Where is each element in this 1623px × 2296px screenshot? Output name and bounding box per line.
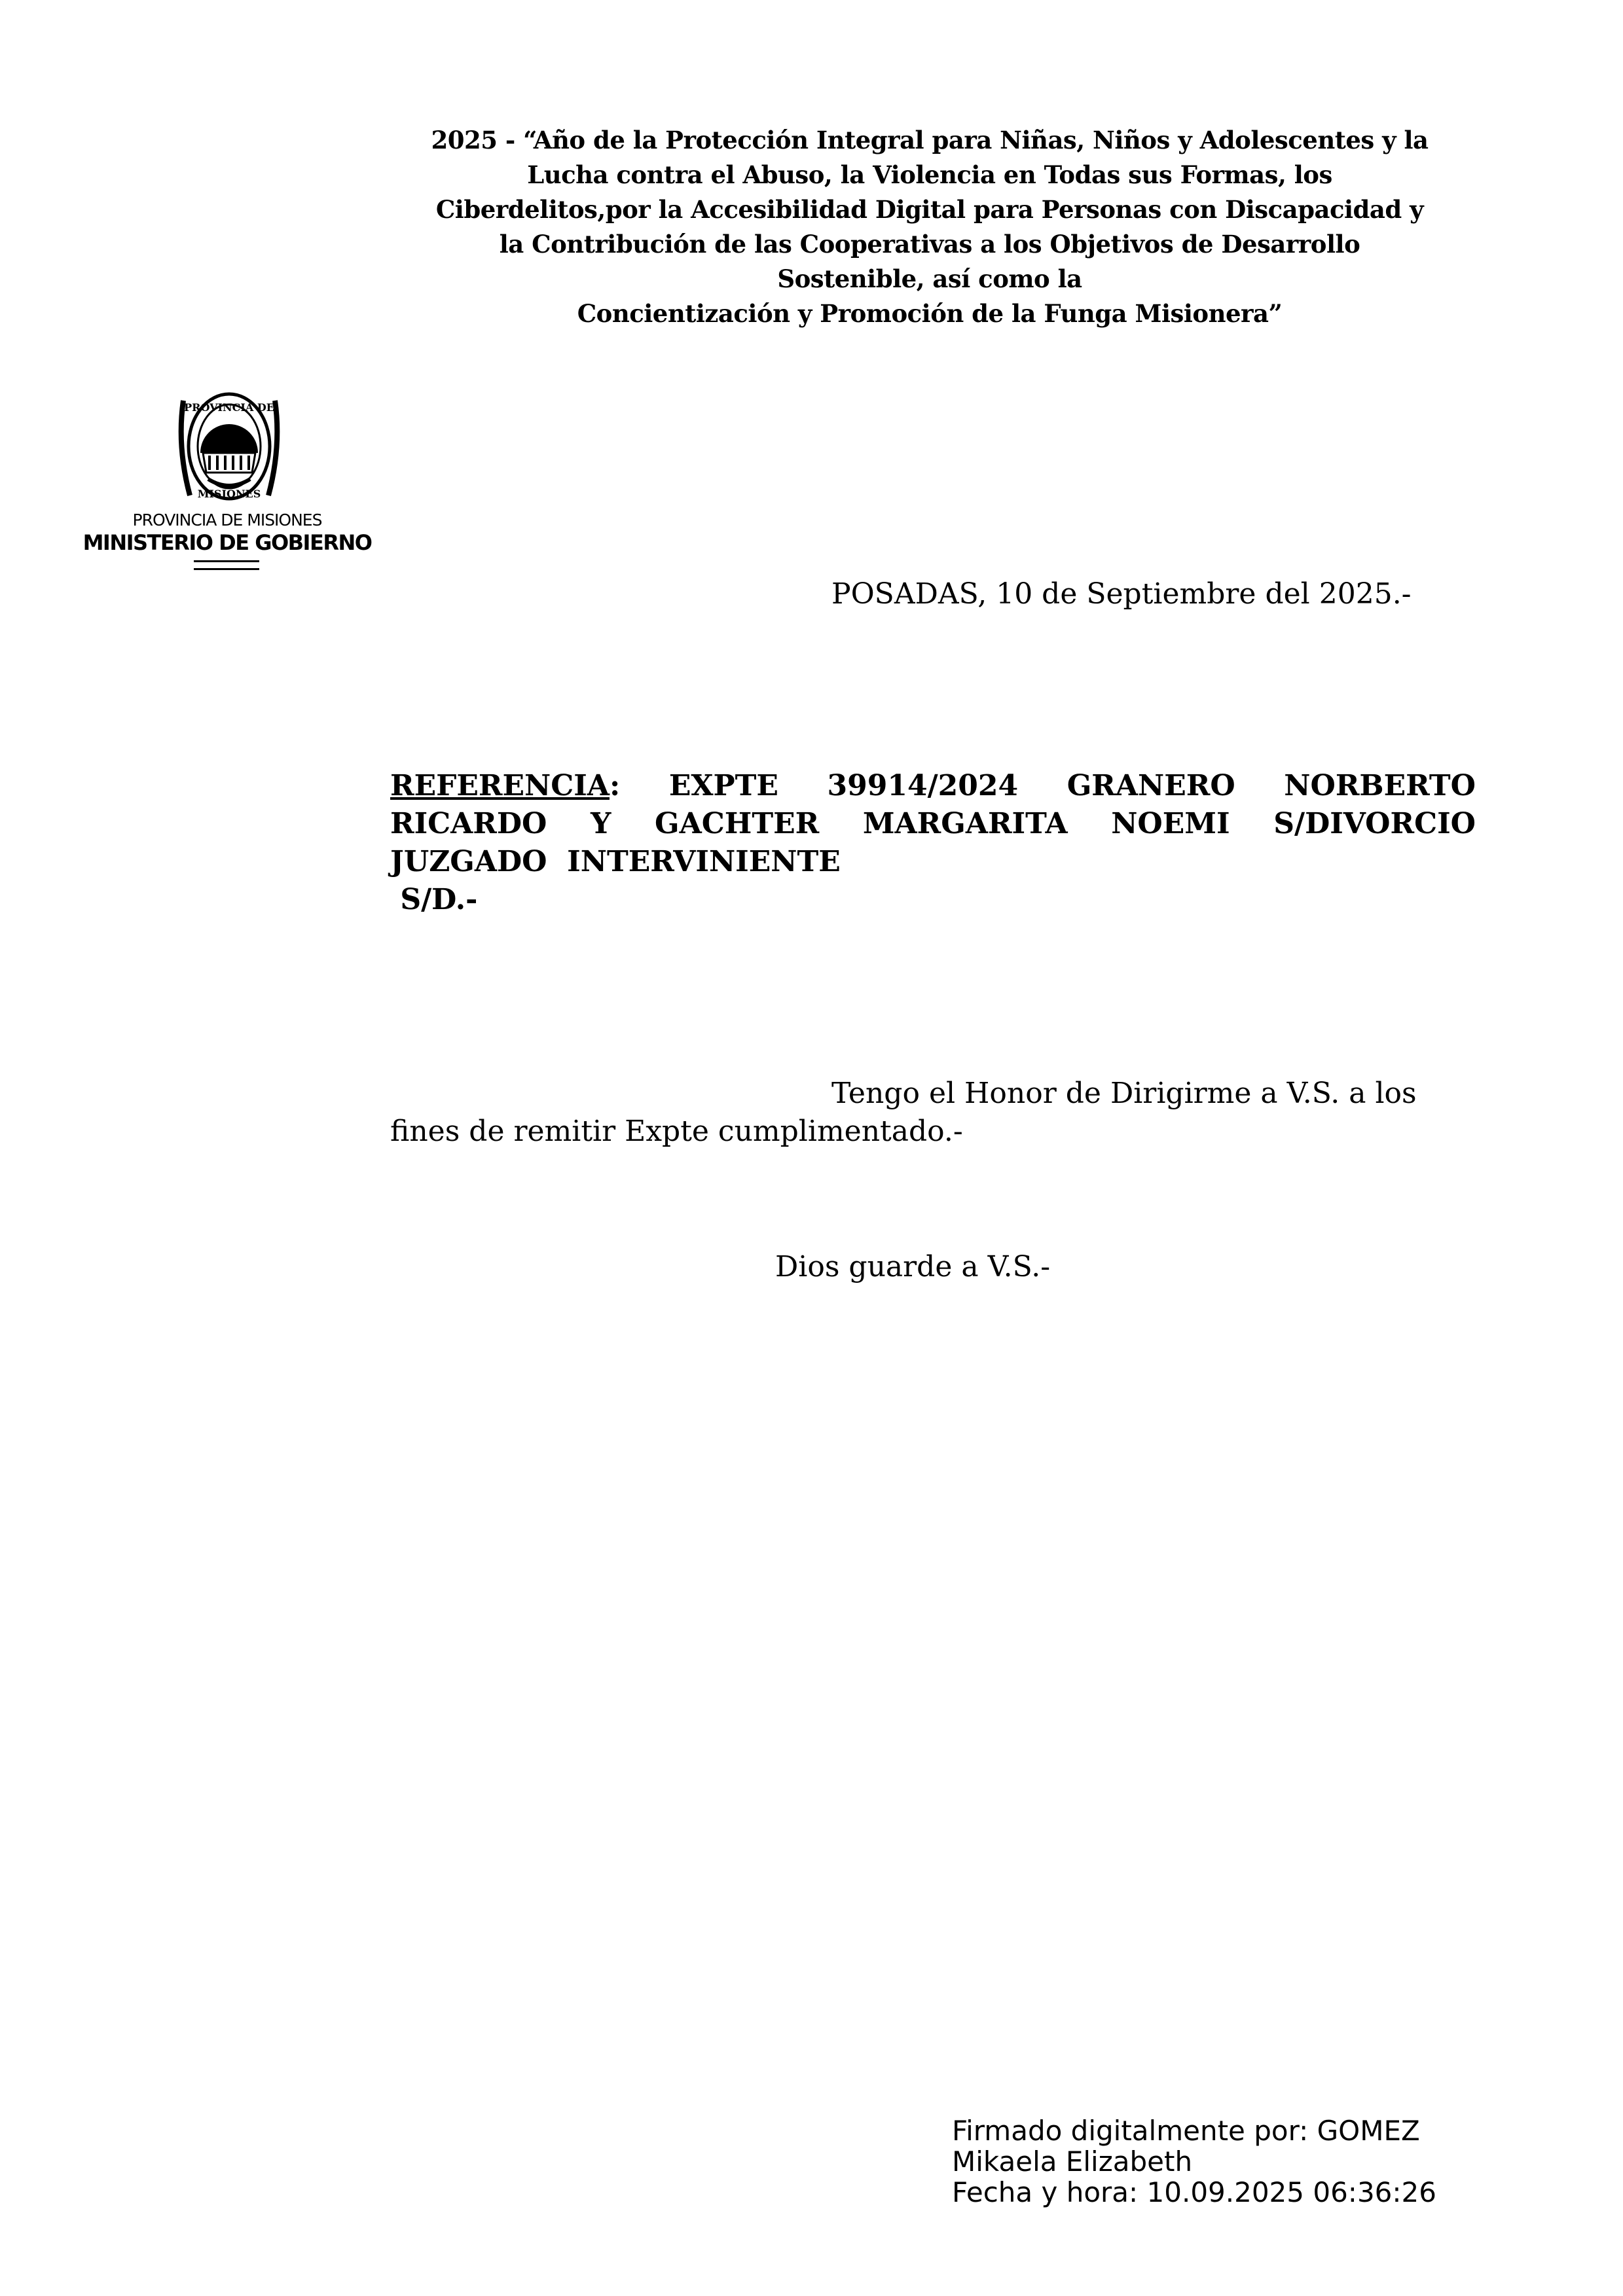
signature-line: Mikaela Elizabeth (952, 2145, 1193, 2178)
header-line: 2025 - “Año de la Protección Integral para Niñas, Niños y Adolescentes y la (431, 126, 1429, 154)
divider (194, 560, 259, 562)
digital-signature (952, 2115, 1436, 2208)
header-line: Lucha contra el Abuso, la Violencia en Todas sus Formas, los (527, 160, 1332, 189)
divider (194, 568, 259, 570)
province-seal-logo (164, 387, 295, 505)
signature-line: Fecha y hora: 10.09.2025 06:36:26 (952, 2176, 1436, 2208)
header-motto (367, 123, 1493, 331)
reference-line: S/D.- (390, 883, 478, 916)
province-name: PROVINCIA DE MISIONES (132, 511, 322, 529)
reference-line: JUZGADO INTERVINIENTE (390, 845, 841, 878)
date-line: POSADAS, 10 de Septiembre del 2025.- (831, 577, 1412, 611)
header-line: la Contribución de las Cooperativas a los Objetivos de Desarrollo (499, 230, 1360, 259)
closing-line: Dios guarde a V.S.- (775, 1250, 1051, 1283)
reference-line: : EXPTE 39914/2024 GRANERO NORBERTO (609, 769, 1476, 802)
header-line: Ciberdelitos,por la Accesibilidad Digital para Personas con Discapacidad y (435, 195, 1424, 224)
reference-block (390, 767, 1476, 919)
ministry-name: MINISTERIO DE GOBIERNO (82, 530, 372, 555)
header-line: Sostenible, así como la (777, 264, 1082, 293)
signature-line: Firmado digitalmente por: GOMEZ (952, 2115, 1420, 2147)
reference-line: RICARDO Y GACHTER MARGARITA NOEMI S/DIVORCIO (390, 807, 1476, 840)
body-line: Tengo el Honor de Dirigirme a V.S. a los (831, 1077, 1417, 1110)
svg-text:PROVINCIA DE: PROVINCIA DE (184, 401, 274, 414)
header-line: Concientización y Promoción de la Funga Misionera” (577, 299, 1283, 328)
body-line: fines de remitir Expte cumplimentado.- (390, 1115, 963, 1148)
svg-text:MISIONES: MISIONES (197, 488, 261, 500)
reference-label: REFERENCIA (390, 769, 610, 802)
